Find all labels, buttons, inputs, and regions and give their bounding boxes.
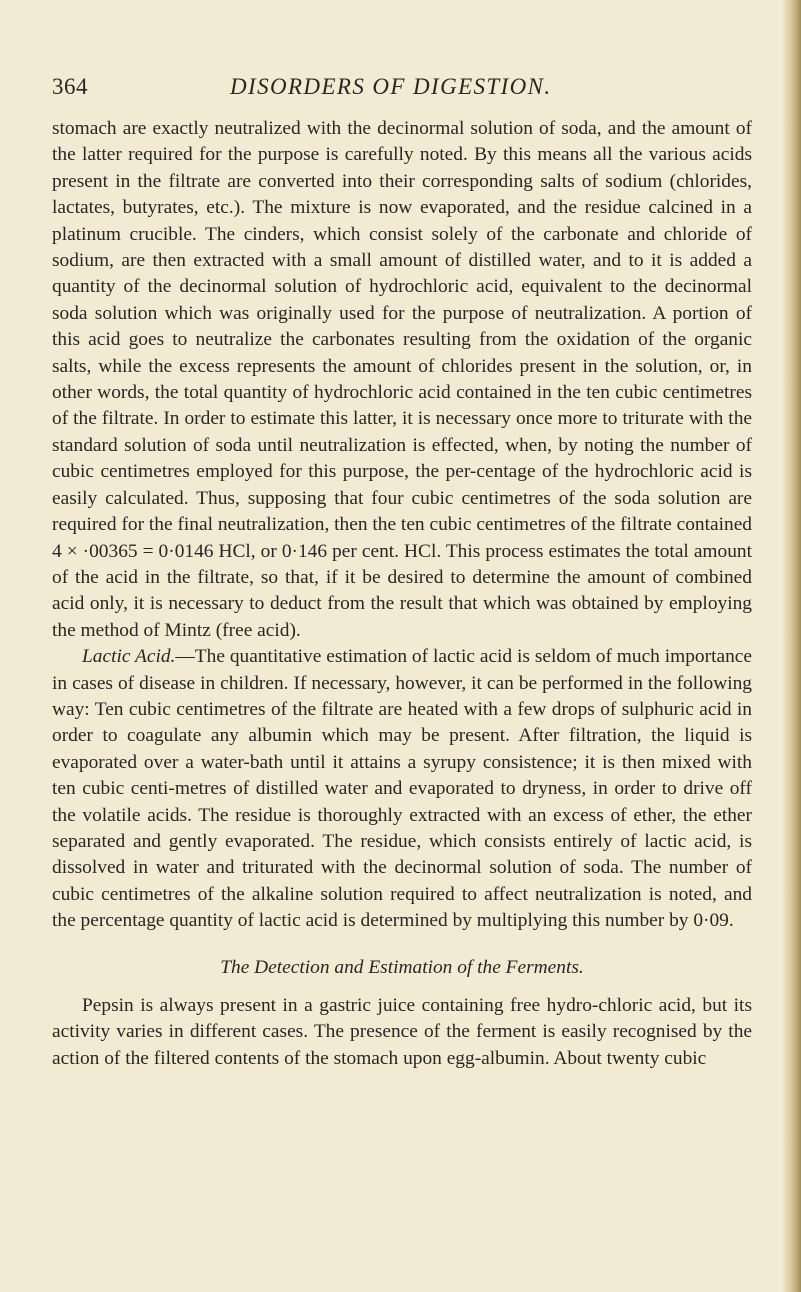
page-number: 364 (52, 74, 88, 99)
body-text (52, 116, 752, 1072)
section-heading: The Detection and Estimation of the Ferments. (220, 956, 584, 978)
paragraph-continuation: stomach are exactly neutralized with the decinormal solution of soda, and the amount of the latter required for the purpose is carefully noted. By this means all the various acids present in the filtrate are converted into their corresponding salts of sodium (chlorides, lactates, butyrates, etc.). The mixture is now evaporated, and the residue calcined in a platinum crucible. The cinders, which consist solely of the carbonate and chloride of sodium, are then extracted with a small amount of distilled water, and to it is added a quantity of the decinormal solution of hydrochloric acid, equivalent to the decinormal soda solution which was originally used for the purpose of neutralization. A portion of this acid goes to neutralize the carbonates resulting from the oxidation of the organic salts, while the excess represents the amount of chlorides present in the solution, or, in other words, the total quantity of hydrochloric acid contained in the ten cubic centimetres of the filtrate. In order to estimate this latter, it is necessary once more to triturate with the standard solution of soda until neutralization is effected, when, by noting the number of cubic centimetres employed for this purpose, the per-centage of the hydrochloric acid is easily calculated. Thus, supposing that four cubic centimetres of the soda solution are required for the final neutralization, then the ten cubic centimetres of the filtrate contained 4 × ·00365 = 0·0146 HCl, or 0·146 per cent. HCl. This process estimates the total amount of the acid in the filtrate, so that, if it be desired to determine the amount of combined acid only, it is necessary to deduct from the result that which was obtained by employing the method of Mintz (free acid). (52, 118, 752, 641)
page-edge-binding (783, 0, 801, 1292)
paragraph-lactic-acid-text: —The quantitative estimation of lactic acid is seldom of much importance in cases of disease in children. If necessary, however, it can be performed in the following way: Ten cubic centimetres of the filtrate are heated with a few drops of sulphuric acid in order to coagulate any albumin which may be present. After filtration, the liquid is evaporated over a water-bath until it attains a syrupy consistence; it is then mixed with ten cubic centi-metres of distilled water and evaporated to dryness, in order to drive off the volatile acids. The residue is thoroughly extracted with an excess of ether, the ether separated and gently evaporated. The residue, which consists entirely of lactic acid, is dissolved in water and triturated with the decinormal solution of soda. The number of cubic centimetres of the alkaline solution required to affect neutralization is noted, and the percentage quantity of lactic acid is determined by multiplying this number by 0·09. (52, 646, 752, 932)
page-header (52, 74, 752, 108)
run-in-heading-lactic-acid: Lactic Acid. (82, 646, 176, 668)
paragraph-lactic-acid (52, 644, 752, 934)
paragraph-pepsin: Pepsin is always present in a gastric juice containing free hydro-chloric acid, but its activity varies in different cases. The presence of the ferment is easily recognised by the action of the filtered contents of the stomach upon egg-albumin. About twenty cubic (52, 995, 752, 1069)
running-title: DISORDERS OF DIGESTION. (230, 74, 552, 99)
